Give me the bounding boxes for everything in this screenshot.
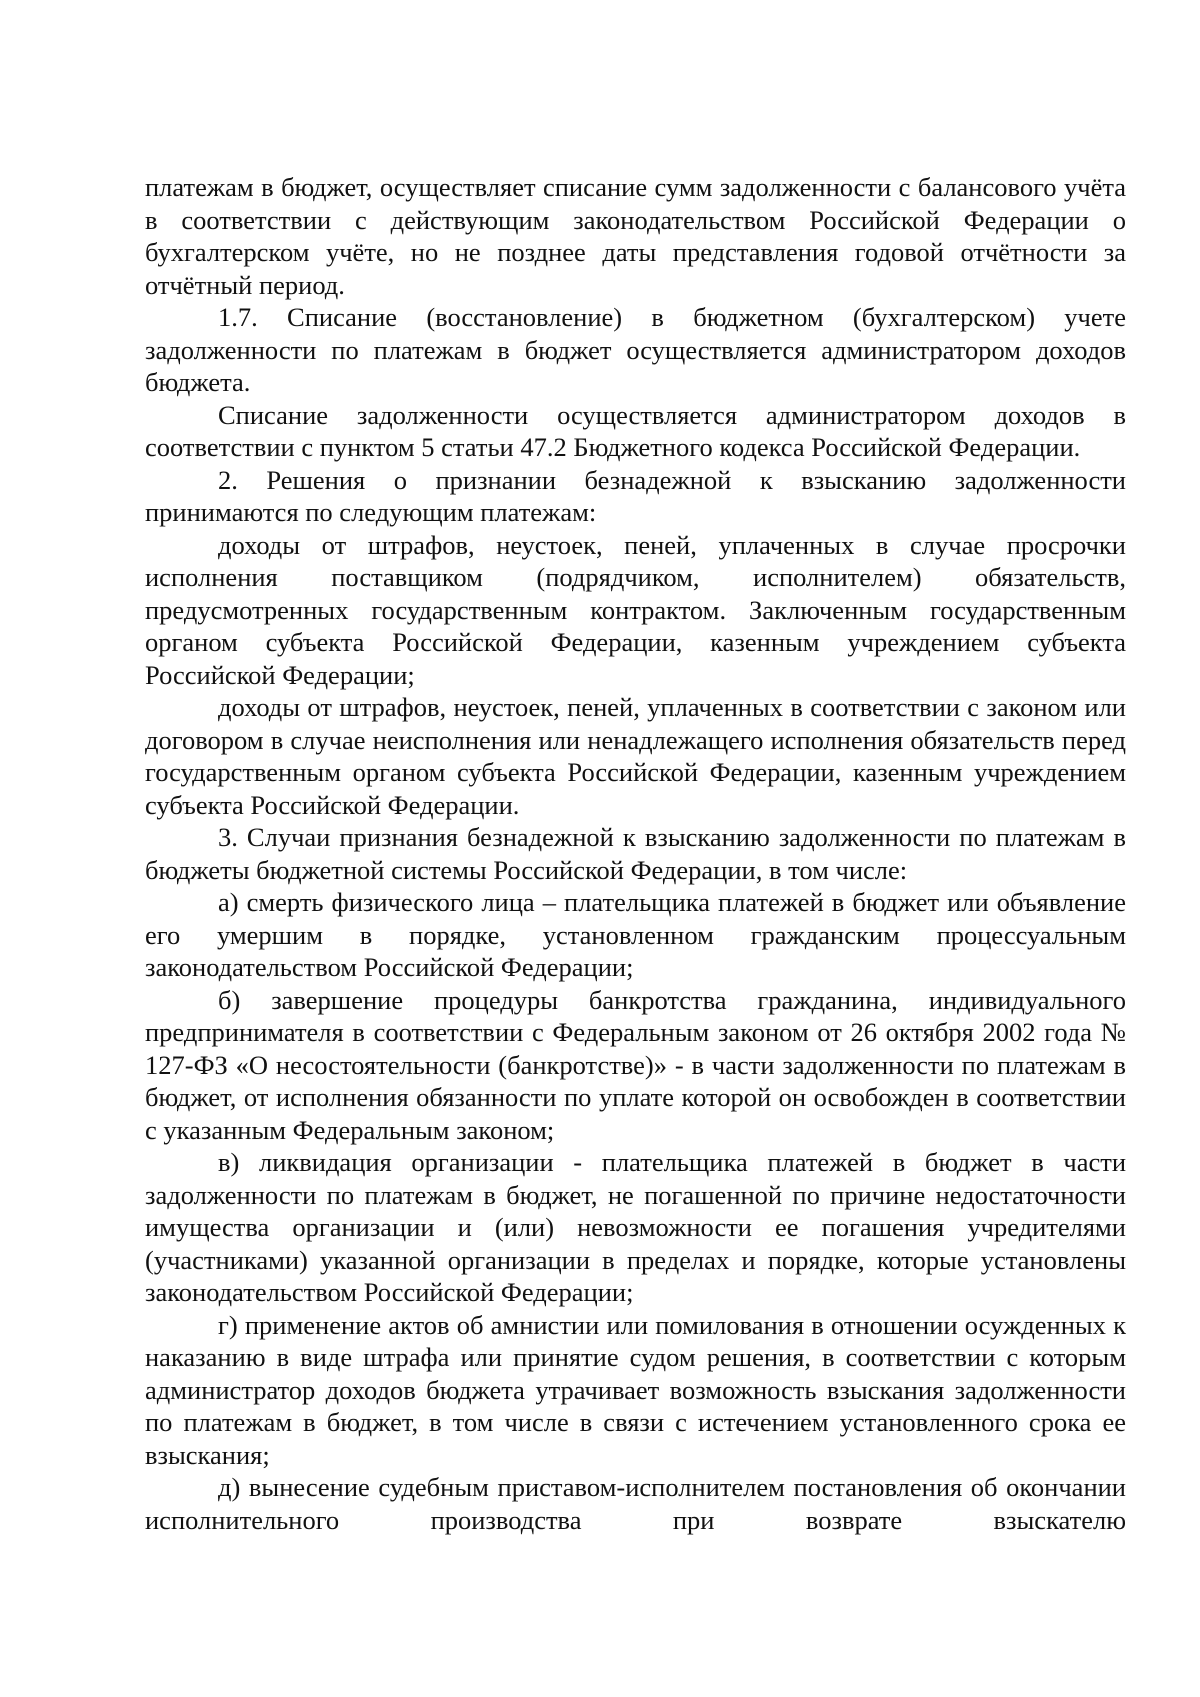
document-page [145,171,1126,1536]
paragraph-3-item-a: а) смерть физического лица – плательщика платежей в бюджет или объявление его умершим в порядке, установленном гражданским процессуальным законодательством Российской Федерации; [145,887,1126,982]
paragraph-3-item-b: б) завершение процедуры банкротства гражданина, индивидуального предпринимателя в соответствии с Федеральным законом от 26 октября 2002 года № 127-ФЗ «О несостоятельности (банкротстве)» - в части задолженности по платежам в бюджет, от исполнения обязанности по уплате которой он освобожден в соответствии с указанным Федеральным законом; [145,984,1126,1145]
paragraph-3: 3. Случаи признания безнадежной к взысканию задолженности по платежам в бюджеты бюджетной системы Российской Федерации, в том числе: [145,822,1126,885]
paragraph-write-off: Списание задолженности осуществляется администратором доходов в соответствии с пунктом 5 статьи 47.2 Бюджетного кодекса Российской Федерации. [145,399,1126,462]
paragraph-2: 2. Решения о признании безнадежной к взысканию задолженности принимаются по следующим платежам: [145,464,1126,527]
paragraph-2-item-2: доходы от штрафов, неустоек, пеней, уплаченных в соответствии с законом или договором в случае неисполнения или ненадлежащего исполнения обязательств перед государственным органом субъекта Российской Федерации, казенным учреждением субъекта Российской Федерации. [145,692,1126,820]
paragraph-continuation: платежам в бюджет, осуществляет списание сумм задолженности с балансового учёта в соответствии с действующим законодательством Российской Федерации о бухгалтерском учёте, но не позднее даты представления годовой отчётности за отчётный период. [145,172,1126,300]
paragraph-3-item-g: г) применение актов об амнистии или помилования в отношении осужденных к наказанию в виде штрафа или принятие судом решения, в соответствии с которым администратор доходов бюджета утрачивает возможность взыскания задолженности по платежам в бюджет, в том числе в связи с истечением установленного срока ее взыскания; [145,1309,1126,1470]
paragraph-3-item-v: в) ликвидация организации - плательщика платежей в бюджет в части задолженности по платежам в бюджет, не погашенной по причине недостаточности имущества организации и (или) невозможности ее погашения учредителями (участниками) указанной организации в пределах и порядке, которые установлены законодательством Российской Федерации; [145,1147,1126,1307]
paragraph-2-item-1: доходы от штрафов, неустоек, пеней, уплаченных в случае просрочки исполнения поставщиком (подрядчиком, исполнителем) обязательств, предусмотренных государственным контрактом. Заключенным государственным органом субъекта Российской Федерации, казенным учреждением субъекта Российской Федерации; [145,529,1126,690]
paragraph-1-7: 1.7. Списание (восстановление) в бюджетном (бухгалтерском) учете задолженности по платежам в бюджет осуществляется администратором доходов бюджета. [145,302,1126,397]
paragraph-3-item-d: д) вынесение судебным приставом-исполнителем постановления об окончании исполнительного производства при возврате взыскателю [145,1472,1126,1535]
